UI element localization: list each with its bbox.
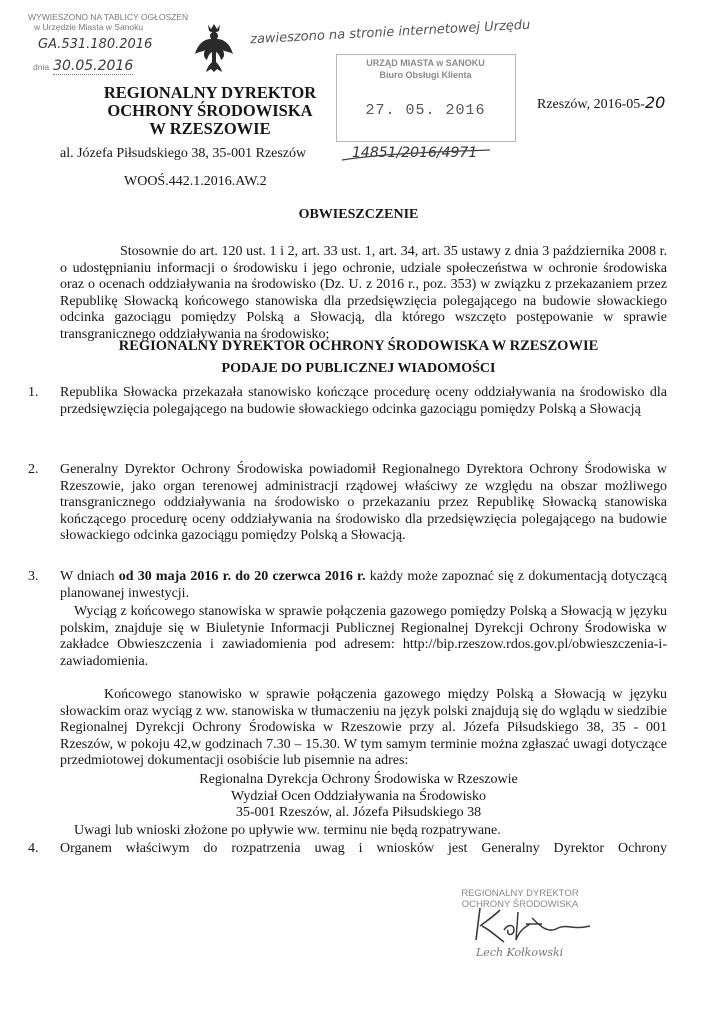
item-3-text-a: W dniach xyxy=(60,569,119,584)
signatory-name: Lech Kołkowski xyxy=(476,946,564,959)
authority-address: al. Józefa Piłsudskiego 38, 35-001 Rzeszów xyxy=(60,146,307,161)
item-2-number: 2. xyxy=(28,462,39,477)
posting-date-value: 30.05.2016 xyxy=(53,58,134,74)
item-3-dates: od 30 maja 2016 r. do 20 czerwca 2016 r. xyxy=(118,569,366,584)
posting-date-label: dnia xyxy=(33,62,50,72)
authority-header xyxy=(60,84,360,138)
item-4-text: Organem właściwym do rozpatrzenia uwag i wniosków jest Generalny Dyrektor Ochrony xyxy=(60,841,667,856)
item-3-number: 3. xyxy=(28,569,39,584)
item-2-text: Generalny Dyrektor Ochrony Środowiska powiadomił Regionalnego Dyrektora Ochrony Środowiska w Rzeszowie, jako organ terenowej administracji rządowej właściwy ze względu na obszar możliwego transgranicznego oddziaływania na środowisko o przekazaniu przez Republikę Słowacką stanowiska kończącego procedurę oceny oddziaływania na środowisko dla przedsięwzięcia polegającego na budowie słowackiego odcinka gazociągu pomiędzy Polską a Słowacją. xyxy=(60,462,667,543)
item-3-text-b: każdy może zapoznać się z dokumentacją dotyczącą planowanej inwestycji. xyxy=(60,569,668,601)
intro-text: Stosownie do art. 120 ust. 1 i 2, art. 33 ust. 1, art. 34, art. 35 ustawy z dnia 3 października 2008 r. o udostępnianiu informacji o środowisku i jego ochronie, udziale społeczeństwa w ochronie środowiska oraz o ocenach oddziaływania na środowisko (Dz. U. z 2016 r., poz. 353) w związku z przekazaniem przez Republikę Słowacką końcowego stanowiska dla przedsięwzięcia polegającego na budowie słowackiego odcinka gazociągu pomiędzy Polską a Słowacją, dla którego wszczęto postępowanie w sprawie transgranicznego oddziaływania na środowisko; xyxy=(60,244,667,342)
authority-line2: OCHRONY ŚRODOWISKA xyxy=(107,101,313,120)
late-remarks-note: Uwagi lub wnioski złożone po upływie ww. terminu nie będą rozpatrywane. xyxy=(74,823,501,838)
reference-number: WOOŚ.442.1.2016.AW.2 xyxy=(124,174,267,189)
authority-line3: W RZESZOWIE xyxy=(149,119,271,138)
posting-stamp-line1: WYWIESZONO NA TABLICY OGŁOSZEŃ xyxy=(28,12,189,22)
document-date-day: 20 xyxy=(644,93,666,112)
heading-announcement: PODAJE DO PUBLICZNEJ WIADOMOŚCI xyxy=(221,361,496,376)
received-stamp-office: URZĄD MIASTA w SANOKU xyxy=(366,58,485,68)
heading-authority: REGIONALNY DYREKTOR OCHRONY ŚRODOWISKA W RZESZOWIE xyxy=(118,338,599,354)
posting-stamp xyxy=(28,12,188,32)
document-date xyxy=(537,93,665,113)
document-title: OBWIESZCZENIE xyxy=(298,207,419,222)
document-date-prefix: Rzeszów, 2016-05- xyxy=(537,97,645,112)
authority-line1: REGIONALNY DYREKTOR xyxy=(103,83,317,102)
signature-stamp-line1: REGIONALNY DYREKTOR xyxy=(461,888,579,899)
intro-paragraph xyxy=(60,244,667,343)
item-3-text xyxy=(60,569,667,602)
signature-stamp-line2: OCHRONY ŚRODOWISKA xyxy=(461,899,579,910)
received-handwritten-number: 14851/2016/4971 xyxy=(352,145,478,161)
received-stamp-date: 27. 05. 2016 xyxy=(365,102,486,119)
posting-stamp-line2: w Urzędzie Miasta w Sanoku xyxy=(34,22,144,32)
submission-address-line2: Wydział Ocen Oddziaływania na Środowisko xyxy=(231,788,486,804)
eagle-emblem-icon xyxy=(193,22,235,74)
submission-address xyxy=(0,772,717,822)
posting-case-number: GA.531.180.2016 xyxy=(38,37,153,52)
handwritten-strike xyxy=(340,140,540,170)
item-1-number: 1. xyxy=(28,385,39,400)
submission-address-line3: 35-001 Rzeszów, al. Józefa Piłsudskiego 38 xyxy=(235,805,482,820)
received-stamp-department: Biuro Obsługi Klienta xyxy=(379,70,472,80)
handwritten-note: zawieszono na stronie internetowej Urzędu xyxy=(249,17,531,48)
item-3-excerpt-paragraph: Wyciąg z końcowego stanowiska w sprawie połączenia gazowego pomiędzy Polską a Słowacją w języku polskim, znajduje się w Biuletynie Informacji Publicznej Regionalnej Dyrekcji Ochrony Środowiska w zakładce Obwieszczenia i zawiadomienia pod adresem: http://bip.rzeszow.rdos.gov.pl/obwieszczenia-i-zawiadomienia. xyxy=(60,604,667,669)
item-4-number: 4. xyxy=(28,841,39,856)
submission-address-line1: Regionalna Dyrekcja Ochrony Środowiska w Rzeszowie xyxy=(199,772,518,787)
posting-date xyxy=(33,57,133,75)
item-1-text: Republika Słowacka przekazała stanowisko kończące procedurę oceny oddziaływania na środowisko dla przedsięwzięcia polegającego na budowie słowackiego odcinka gazociągu pomiędzy Polską a Słowacją xyxy=(60,385,667,417)
consultation-paragraph: Końcowego stanowisko w sprawie połączenia gazowego między Polską a Słowacją w języku słowackim oraz wyciąg z ww. stanowiska w tłumaczeniu na język polski znajdują się do wglądu w siedzibie Regionalnej Dyrekcji Ochrony Środowiska w Rzeszowie przy al. Józefa Piłsudskiego 38, 35 - 001 Rzeszów, w pokoju 42,w godzinach 7.30 – 15.30. W tym samym terminie można zgłaszać uwagi dotyczące przedmiotowej dokumentacji osobiście lub pisemnie na adres: xyxy=(60,687,667,768)
handwritten-signature xyxy=(470,900,600,948)
